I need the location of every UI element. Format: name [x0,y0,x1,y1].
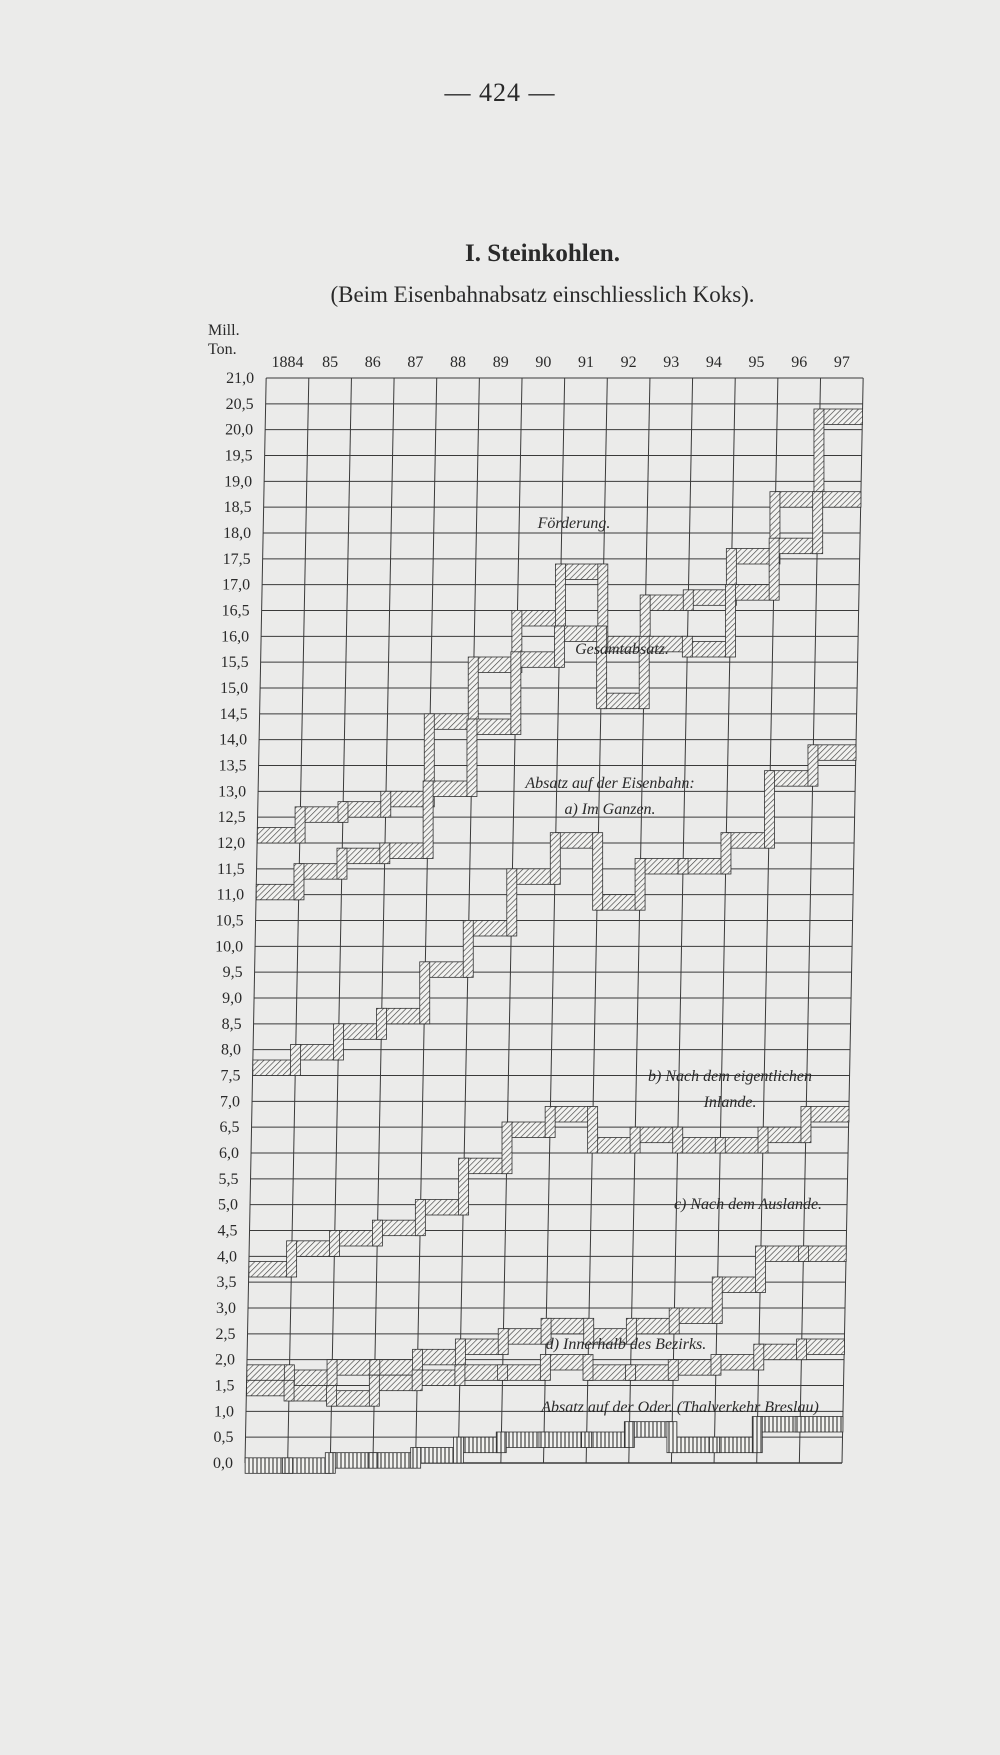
series-connector [459,1158,469,1215]
series-connector [752,1417,762,1453]
x-tick-label: 85 [322,354,339,371]
series-step [460,1365,503,1381]
series-step [726,833,769,849]
x-tick-label: 92 [620,354,637,371]
y-tick-label: 16,5 [221,602,250,620]
x-tick-label: 87 [407,354,424,371]
series-step [253,1060,296,1076]
series-step [247,1365,290,1381]
y-tick-label: 13,0 [218,783,247,801]
series-connector [597,626,607,709]
y-tick-label: 15,0 [220,680,249,697]
chart-subtitle: (Beim Eisenbahnabsatz einschliesslich Koks). [330,282,755,307]
series-step [758,1417,801,1433]
series-step [588,1365,631,1381]
x-tick-label: 1884 [271,354,304,371]
series-connector [423,781,433,859]
series-step [635,1127,678,1143]
series-label: Gesamtabsatz. [575,641,669,658]
series-step [289,1370,332,1386]
y-tick-label: 0,0 [213,1455,233,1472]
series-connector [498,1365,508,1381]
series-connector [539,1432,549,1448]
series-connector [283,1458,293,1474]
x-tick-label: 91 [577,354,594,371]
series-step [646,595,689,611]
series-step [373,1453,416,1469]
series-connector [769,538,779,600]
y-tick-label: 8,0 [221,1041,242,1059]
series-step [300,807,343,823]
series-step [386,791,429,807]
y-tick-label: 18,5 [223,499,252,517]
series-step [257,828,300,844]
y-tick-label: 12,0 [217,835,246,852]
series-connector [667,1422,677,1453]
series-label: Absatz auf der Oder. (Thalverkehr Breslau) [541,1399,819,1416]
series-step [517,611,560,627]
series-connector [721,833,731,874]
series-step [430,714,473,730]
series-step [761,1246,804,1262]
series-connector [420,962,430,1024]
y-tick-label: 14,0 [219,731,248,749]
series-step [818,492,861,508]
series-step [512,869,555,885]
series-step [731,585,774,601]
series-step [776,492,819,508]
x-tick-label: 88 [450,354,467,371]
series-label: c) Nach dem Auslande. [673,1196,823,1213]
y-tick-label: 4,0 [217,1248,238,1266]
series-step [378,1220,421,1236]
y-tick-label: 0,5 [213,1429,234,1447]
y-axis-label-mill: Mill. [208,322,240,339]
series-step [683,859,726,875]
series-step [292,1241,335,1257]
series-connector [626,1365,636,1381]
series-step [249,1262,292,1278]
y-axis-label-ton: Ton. [208,341,237,358]
y-tick-label: 1,0 [214,1403,235,1421]
series-step [332,1360,375,1376]
y-tick-label: 1,5 [214,1377,235,1395]
x-tick-label: 97 [833,354,850,371]
y-tick-label: 11,5 [217,860,245,878]
series-step [474,657,517,673]
series-step [802,1339,845,1355]
series-connector [813,492,823,554]
series-connector [583,1355,593,1381]
y-tick-label: 4,5 [217,1222,238,1240]
series-step [561,564,604,580]
x-tick-label: 93 [663,354,680,371]
chart-title: I. Steinkohlen. [465,240,620,267]
series-connector [381,791,391,817]
series-step [820,409,863,425]
series-step [804,1246,847,1262]
series-connector [712,1277,722,1324]
series-step [375,1375,418,1391]
series-connector [511,652,521,735]
series-connector [498,1329,508,1355]
series-step [556,833,599,849]
series-connector [669,1308,679,1334]
series-connector [338,802,348,823]
series-connector [369,1375,379,1406]
x-tick-label: 86 [364,354,381,371]
series-step [587,1432,630,1448]
series-connector [715,1138,725,1154]
x-tick-label: 89 [492,354,509,371]
series-step [501,1432,544,1448]
series-step [550,1107,593,1123]
series-connector [801,1107,811,1143]
series-step [775,538,818,554]
series-connector [368,1453,378,1469]
series-step [687,642,730,658]
series-step [544,1432,587,1448]
series-connector [758,1127,768,1153]
y-tick-label: 17,0 [222,576,251,594]
series-connector [554,626,564,667]
series-step [759,1344,802,1360]
series-step [417,1370,460,1386]
series-connector [330,1231,340,1257]
y-tick-label: 20,5 [225,395,254,413]
series-step [720,1138,763,1154]
series-connector [683,590,693,611]
series-step [517,652,560,668]
y-tick-label: 8,5 [221,1015,242,1033]
series-connector [455,1339,465,1365]
y-tick-label: 19,0 [224,473,253,491]
series-step [592,1138,635,1154]
series-step [296,1045,339,1061]
series-step [469,921,512,937]
series-connector [550,833,560,885]
series-step [342,848,385,864]
series-step [546,1355,589,1371]
series-connector [284,1380,294,1401]
series-connector [463,921,473,978]
series-step [288,1458,331,1474]
series-step [770,771,813,787]
series-step [678,1138,721,1154]
series-step [806,1107,849,1123]
series-connector [455,1365,465,1386]
y-tick-label: 20,0 [225,421,254,439]
series-step [674,1308,717,1324]
series-connector [682,636,692,657]
series-connector [372,1220,382,1246]
series-step [813,745,856,761]
series-connector [540,1355,550,1381]
series-step [673,1360,716,1376]
y-tick-label: 15,5 [220,654,249,672]
y-tick-label: 12,5 [217,809,246,827]
series-label: Förderung. [537,515,611,532]
series-step [416,1448,459,1464]
series-connector [755,1246,765,1293]
y-tick-label: 2,0 [215,1351,236,1369]
series-connector [624,1422,634,1448]
series-step [385,843,428,859]
y-tick-label: 17,5 [222,550,251,568]
series-connector [327,1386,337,1407]
series-step [245,1458,288,1474]
y-tick-label: 3,0 [216,1300,237,1317]
series-connector [376,1008,386,1039]
series-connector [711,1355,721,1376]
page-number: — 424 — [444,78,556,107]
series-label: d) Innerhalb des Bezirks. [545,1336,707,1353]
x-tick-label: 95 [748,354,765,371]
series-connector [294,864,304,900]
y-tick-label: 6,5 [219,1119,240,1137]
series-connector [325,1453,335,1474]
series-step [630,1422,673,1438]
series-step [461,1339,504,1355]
series-connector [725,585,735,657]
y-tick-label: 5,0 [218,1196,239,1214]
y-tick-label: 21,0 [226,370,255,387]
series-connector [333,1024,343,1060]
series-label: Absatz auf der Eisenbahn: a) Im Ganzen. [525,775,695,818]
series-step [560,626,603,642]
series-step [464,1158,507,1174]
series-connector [593,833,603,911]
y-tick-label: 18,0 [223,525,252,542]
series-label: b) Nach dem eigentlichen Inlande. [648,1068,812,1111]
series-step [289,1386,332,1402]
y-tick-label: 19,5 [224,447,253,465]
series-connector [295,807,305,843]
series-step [715,1437,758,1453]
y-tick-label: 9,5 [222,964,243,982]
series-step [339,1024,382,1039]
series-connector [795,1417,805,1433]
series-step [632,1318,675,1334]
series-connector [380,843,390,864]
series-step [429,781,472,797]
series-connector [673,1127,683,1153]
series-connector [764,771,774,849]
series-step [688,590,731,606]
series-step [330,1453,373,1469]
y-tick-label: 14,5 [219,705,248,723]
y-tick-label: 10,5 [215,912,244,930]
series-step [473,719,516,735]
series-connector [582,1432,592,1448]
y-tick-label: 11,0 [216,886,245,904]
series-step [421,1200,464,1216]
series-step [332,1391,375,1407]
series-step [631,1365,674,1381]
series-connector [668,1360,678,1381]
series-step [382,1008,425,1024]
series-step [718,1277,761,1293]
series-step [256,884,299,900]
y-tick-label: 6,0 [219,1145,240,1162]
series-connector [453,1437,463,1463]
series-connector [291,1045,301,1076]
series-connector [678,859,688,875]
x-tick-label: 96 [791,354,808,371]
series-connector [709,1437,719,1453]
y-tick-label: 9,0 [222,990,243,1007]
x-axis-ticks [271,354,849,371]
series-step [299,864,342,880]
series-step [459,1437,502,1453]
series-connector [502,1122,512,1174]
x-tick-label: 90 [535,354,552,371]
series-step [732,549,775,565]
series-connector [287,1241,297,1277]
y-tick-label: 10,0 [215,938,244,956]
series-step [672,1437,715,1453]
series-step [425,962,468,978]
y-tick-label: 13,5 [218,757,247,775]
y-tick-label: 7,5 [220,1067,241,1085]
series-step [601,693,644,709]
series-step [546,1318,589,1334]
series-step [508,1122,551,1138]
series-step [375,1360,418,1376]
series-step [763,1127,806,1143]
series-connector [588,1107,598,1154]
series-step [335,1231,378,1247]
series-connector [467,719,477,797]
series-connector [754,1344,764,1370]
series-connector [635,859,645,911]
y-tick-label: 3,5 [216,1274,237,1292]
series-step [343,802,386,818]
series-step [597,895,640,911]
y-tick-label: 16,0 [221,628,250,646]
series-connector [797,1339,807,1360]
series-connector [412,1370,422,1391]
series-step [800,1417,843,1433]
series-connector [327,1360,337,1386]
series-connector [808,745,818,786]
series-step [716,1355,759,1371]
series-connector [507,869,517,936]
series-step [503,1365,546,1381]
series-step [247,1380,290,1396]
series-connector [496,1432,506,1453]
series-connector [555,564,565,626]
x-tick-label: 94 [705,354,722,371]
series-connector [370,1360,380,1376]
y-tick-label: 2,5 [215,1325,236,1343]
series-connector [630,1127,640,1153]
series-connector [411,1448,421,1469]
series-connector [415,1200,425,1236]
series-connector [798,1246,808,1262]
y-tick-label: 7,0 [220,1093,241,1111]
series-connector [468,657,478,729]
series-connector [545,1107,555,1138]
series-step [418,1349,461,1365]
series-step [641,859,684,875]
series-step [503,1329,546,1345]
y-tick-label: 5,5 [218,1170,239,1188]
series-connector [337,848,347,879]
